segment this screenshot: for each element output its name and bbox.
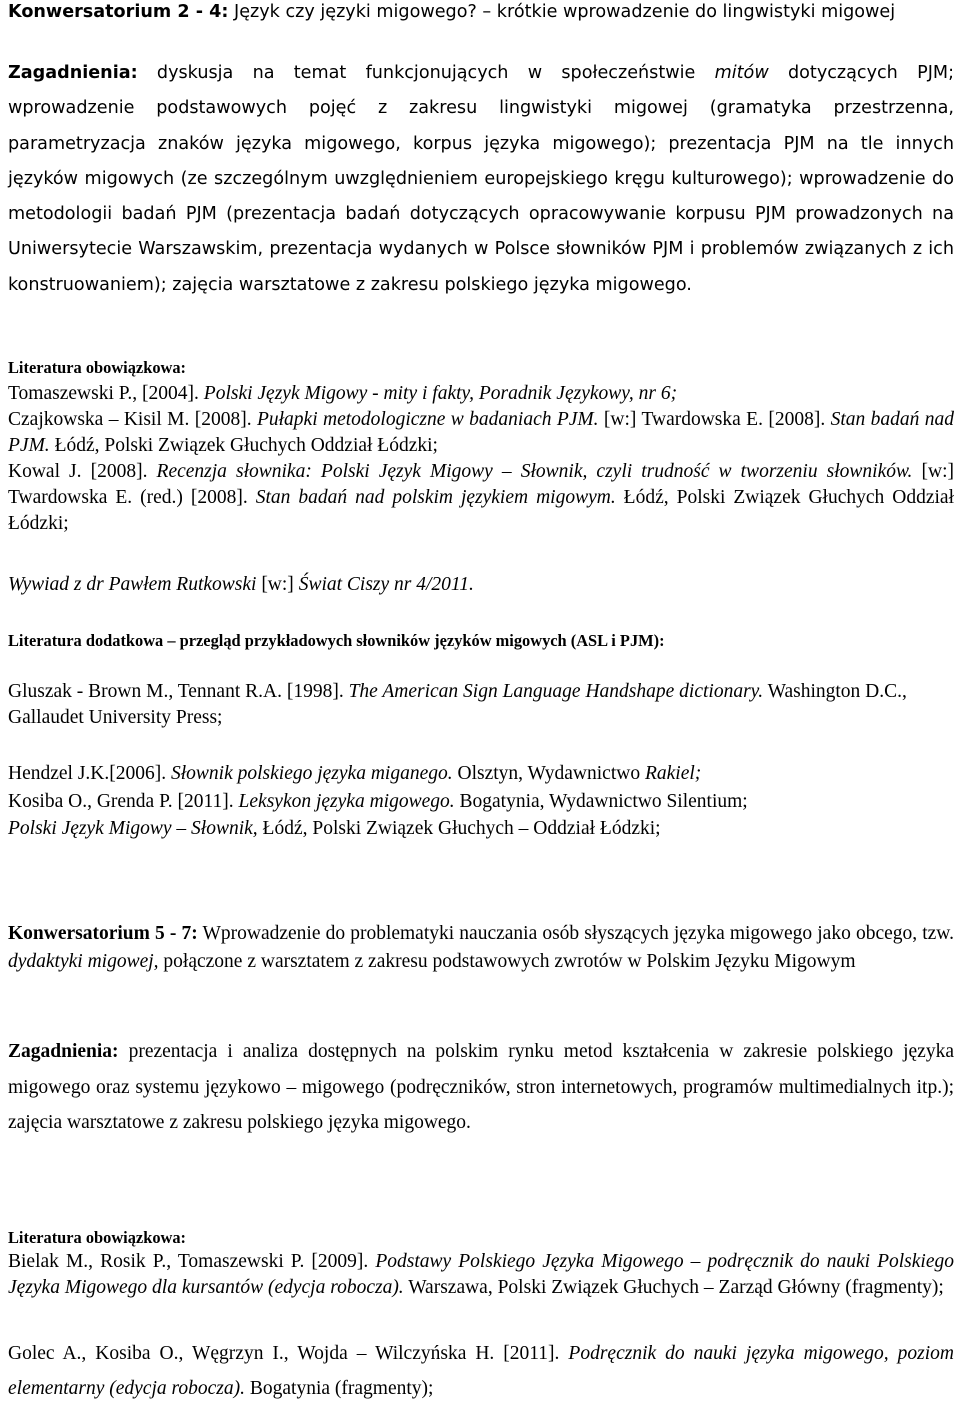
k2-zagadnienia	[8, 1034, 954, 1141]
k1-title: Język czy języki migowego?	[234, 2, 477, 22]
ref-rest: Olsztyn, Wydawnictwo	[452, 763, 645, 784]
ref-title: Podstawy Polskiego Języka Migowego – podręcznik do nauki Polskiego Języka Migowego dla kursantów (edycja robocza).	[8, 1251, 954, 1298]
ref-title: Polski Język Migowy - mity i fakty, Poradnik Językowy, nr 6;	[203, 383, 678, 404]
k2-heading	[8, 920, 954, 976]
ref-title: The American Sign Language Handshape dictionary.	[348, 681, 764, 702]
k2-title-1: Wprowadzenie do problematyki nauczania osób słyszących języka migowego jako obcego, tzw.	[197, 923, 954, 944]
k2-title-2: połączone z warsztatem z zakresu podstawowych zwrotów w Polskim Języku Migowym	[158, 951, 856, 972]
k1-dod-ref-2	[8, 760, 954, 788]
ref-rest: Bogatynia, Wydawnictwo Silentium;	[454, 790, 748, 812]
ref-rest: Łódź, Polski Związek Głuchych – Oddział Łódzki;	[257, 818, 661, 839]
k1-dod-label: Literatura dodatkowa – przegląd przykładowych słowników języków migowych (ASL i PJM):	[8, 631, 665, 650]
k2-zag-label: Zagadnienia:	[8, 1041, 119, 1062]
ref-author: Hendzel J.K.[2006].	[8, 763, 171, 784]
ref-author: Kosiba O., Grenda P. [2011].	[8, 790, 239, 812]
k1-zagadnienia	[8, 56, 954, 303]
k2-ref-2	[8, 1336, 954, 1406]
k2-ref-1	[8, 1249, 954, 1301]
ref-rest-2: Łódź, Polski Związek Głuchych Oddział Łódzki;	[8, 487, 954, 534]
ref-title: Podręcznik do nauki języka migowego, poziom elementarny (edycja robocza).	[8, 1343, 954, 1399]
ref-author: Bielak M., Rosik P., Tomaszewski P. [2009].	[8, 1251, 376, 1272]
ref-author: Czajkowska – Kisil M. [2008].	[8, 409, 257, 430]
k2-lit-label: Literatura obowiązkowa:	[8, 1228, 187, 1247]
ref-title-2: Stan badań nad PJM.	[8, 409, 955, 456]
ref-title: Słownik polskiego języka miganego.	[171, 763, 453, 784]
k1-zag-mitow: mitów	[714, 63, 769, 83]
k1-ref-1	[8, 381, 954, 407]
ref-title: Polski Język Migowy – Słownik,	[8, 818, 258, 839]
ref-author: Kowal J. [2008].	[8, 461, 157, 482]
ref-author: Tomaszewski P., [2004].	[8, 383, 204, 404]
ref-title-2: Rakiel;	[644, 763, 702, 784]
ref-title: Pułapki metodologiczne w badaniach PJM.	[256, 409, 599, 430]
k1-zag-label: Zagadnienia:	[8, 63, 138, 83]
ref-rest-2: Łódź, Polski Związek Głuchych Oddział Łódzki;	[49, 435, 438, 456]
wywiad-title-2: Świat Ciszy nr 4/2011.	[298, 574, 474, 595]
k1-label: Konwersatorium 2 - 4:	[8, 2, 229, 22]
wywiad-rest: [w:]	[256, 574, 299, 595]
ref-rest: Warszawa, Polski Związek Głuchych – Zarząd Główny (fragmenty);	[403, 1277, 944, 1298]
k1-ref-2	[8, 407, 954, 459]
k2-title-italic: dydaktyki migowej,	[8, 951, 159, 972]
k1-zag-text-1: dyskusja na temat funkcjonujących w społeczeństwie	[156, 63, 715, 83]
ref-author: Gluszak - Brown M., Tennant R.A. [1998].	[8, 681, 349, 702]
k1-wywiad	[8, 572, 954, 598]
ref-rest: [w:] Twardowska E. (red.) [2008].	[8, 461, 954, 508]
ref-author: Golec A., Kosiba O., Węgrzyn I., Wojda – Wilczyńska H. [2011].	[8, 1343, 569, 1364]
k1-dod-refs-rest	[8, 760, 954, 843]
k2-label: Konwersatorium 5 - 7:	[8, 923, 198, 944]
k1-lit-label: Literatura obowiązkowa:	[8, 358, 187, 377]
k1-dod-ref-3	[8, 788, 954, 816]
ref-title: Leksykon języka migowego.	[238, 790, 455, 812]
ref-rest: [w:] Twardowska E. [2008].	[598, 409, 831, 430]
k1-refs	[8, 381, 954, 537]
ref-title: Recenzja słownika: Polski Język Migowy – Słownik, czyli trudność w tworzeniu słowników.	[156, 461, 913, 482]
k1-zag-text-2: dotyczących PJM; wprowadzenie podstawowych pojęć z zakresu lingwistyki migowej (gramatyka przestrzenna, parametryzacja znaków języka migowego, korpus języka migowego); prezentacja PJM na tle innych języków migowych (ze szczególnym uwzględnieniem europejskiego kręgu kulturowego); wprowadzenie do metodologii badań PJM (prezentacja badań dotyczących opracowywanie korpusu PJM prowadzonych na Uniwersytecie Warszawskim, prezentacja wydanych w Polsce słowników PJM i problemów związanych z ich konstruowaniem); zajęcia warsztatowe z zakresu polskiego języka migowego.	[8, 63, 954, 295]
k1-dod-ref-1	[8, 679, 954, 731]
k1-ref-3	[8, 459, 954, 537]
k1-dod-ref-4	[8, 815, 954, 843]
wywiad-title: Wywiad z dr Pawłem Rutkowski	[8, 574, 257, 595]
ref-title-2: Stan badań nad polskim językiem migowym.	[255, 487, 616, 508]
ref-rest: Washington D.C., Gallaudet University Press;	[8, 681, 907, 728]
k1-title-rest: – krótkie wprowadzenie do lingwistyki migowej	[476, 2, 896, 22]
ref-rest: Bogatynia (fragmenty);	[244, 1378, 434, 1399]
k1-heading	[8, 0, 954, 27]
k2-zag-text: prezentacja i analiza dostępnych na polskim rynku metod kształcenia w zakresie polskiego języka migowego oraz systemu językowo – migowego (podręczników, stron internetowych, programów multimedialnych itp.); zajęcia warsztatowe z zakresu polskiego języka migowego.	[8, 1041, 954, 1133]
